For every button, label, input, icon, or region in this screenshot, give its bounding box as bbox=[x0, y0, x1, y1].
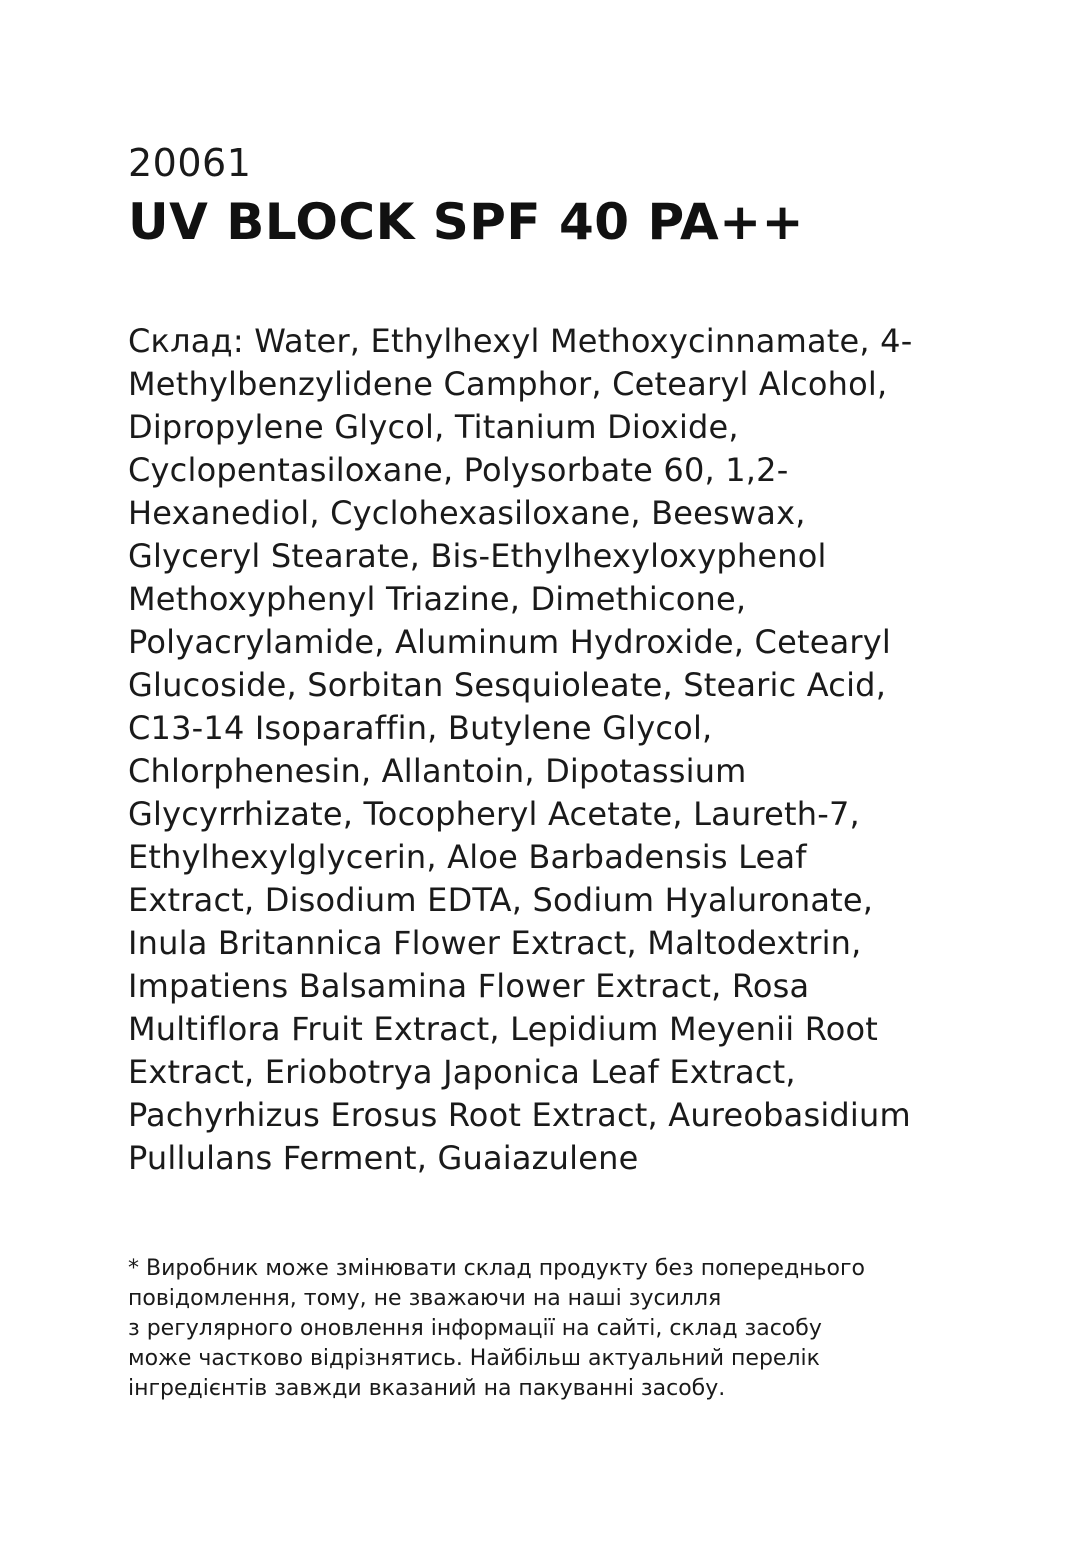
disclaimer-line: повідомлення, тому, не зважаючи на наші зусилля bbox=[128, 1286, 722, 1311]
ingredients-line: Pullulans Ferment, Guaiazulene bbox=[128, 1139, 639, 1177]
ingredients-line: Cyclopentasiloxane, Polysorbate 60, 1,2- bbox=[128, 451, 789, 489]
ingredients-line: Hexanediol, Cyclohexasiloxane, Beeswax, bbox=[128, 494, 806, 532]
ingredients-line: Glyceryl Stearate, Bis-Ethylhexyloxyphenol bbox=[128, 537, 827, 575]
disclaimer-line: інгредієнтів завжди вказаний на пакуванні засобу. bbox=[128, 1376, 726, 1401]
ingredients-line: Ethylhexylglycerin, Aloe Barbadensis Leaf bbox=[128, 838, 807, 876]
ingredients-line: Impatiens Balsamina Flower Extract, Rosa bbox=[128, 967, 810, 1005]
ingredients-line: Inula Britannica Flower Extract, Maltodextrin, bbox=[128, 924, 862, 962]
ingredients-line: C13-14 Isoparaffin, Butylene Glycol, bbox=[128, 709, 713, 747]
document-page bbox=[128, 0, 970, 1562]
disclaimer-line: може частково відрізнятись. Найбільш актуальний перелік bbox=[128, 1346, 820, 1371]
ingredients-line: Extract, Eriobotrya Japonica Leaf Extract, bbox=[128, 1053, 796, 1091]
ingredients-line: Polyacrylamide, Aluminum Hydroxide, Cetearyl bbox=[128, 623, 891, 661]
ingredients-line: Glycyrrhizate, Tocopheryl Acetate, Laureth-7, bbox=[128, 795, 860, 833]
ingredients-line: Chlorphenesin, Allantoin, Dipotassium bbox=[128, 752, 747, 790]
ingredients-line: Glucoside, Sorbitan Sesquioleate, Stearic Acid, bbox=[128, 666, 887, 704]
ingredients-line: Methylbenzylidene Camphor, Cetearyl Alcohol, bbox=[128, 365, 888, 403]
disclaimer-line: з регулярного оновлення інформації на сайті, склад засобу bbox=[128, 1316, 822, 1341]
disclaimer-note bbox=[128, 1254, 970, 1404]
ingredients-line: Extract, Disodium EDTA, Sodium Hyaluronate, bbox=[128, 881, 874, 919]
product-code: 20061 bbox=[128, 141, 252, 185]
product-title: UV BLOCK SPF 40 PA++ bbox=[128, 193, 804, 251]
ingredients-list bbox=[128, 320, 970, 1180]
ingredients-line: Склад: Water, Ethylhexyl Methoxycinnamate, 4- bbox=[128, 322, 913, 360]
ingredients-line: Multiflora Fruit Extract, Lepidium Meyenii Root bbox=[128, 1010, 879, 1048]
disclaimer-line: * Виробник може змінювати склад продукту без попереднього bbox=[128, 1256, 865, 1281]
ingredients-line: Methoxyphenyl Triazine, Dimethicone, bbox=[128, 580, 747, 618]
ingredients-line: Dipropylene Glycol, Titanium Dioxide, bbox=[128, 408, 739, 446]
ingredients-line: Pachyrhizus Erosus Root Extract, Aureobasidium bbox=[128, 1096, 911, 1134]
